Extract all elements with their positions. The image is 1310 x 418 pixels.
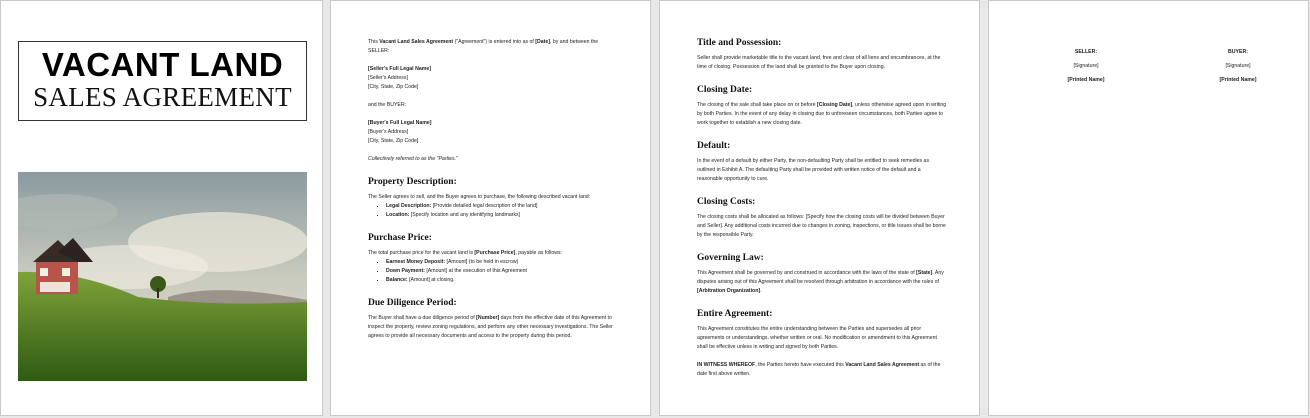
- seller-label: SELLER:: [1074, 49, 1098, 55]
- text-run: [City, State, Zip Code]: [368, 84, 419, 90]
- paragraph: [368, 249, 618, 258]
- text-run: This: [368, 39, 380, 45]
- paragraph: [697, 157, 947, 184]
- buyer-signature-block: [1178, 45, 1298, 87]
- page-cover: [0, 0, 323, 416]
- paragraph: [697, 269, 947, 296]
- cover-subtitle: SALES AGREEMENT: [33, 82, 292, 112]
- text-run: The total purchase price for the vacant land is: [368, 250, 475, 256]
- paragraph: [697, 54, 947, 72]
- page-3: [659, 0, 980, 416]
- text-run: Down Payment:: [386, 268, 425, 274]
- text-run: [Specify location and any identifying landmarks]: [409, 212, 521, 218]
- text-run: [Seller's Address]: [368, 75, 408, 81]
- text-run: [Number]: [476, 315, 500, 321]
- text-run: days from the effective date of this Agreement to inspect the property, review zoning regulations, and perform any other necessary investigations. The Seller agrees to provide all necessary documents and access to the property during this period.: [368, 315, 613, 339]
- text-run: . Any disputes arising out of this Agreement shall be resolved through arbitration in accordance with the rules of: [697, 270, 944, 285]
- text-run: [Amount] (to be held in escrow): [445, 259, 519, 265]
- text-run: The Buyer shall have a due diligence period of: [368, 315, 477, 321]
- seller-signature-block: [1026, 45, 1146, 87]
- section-heading: Entire Agreement:: [697, 309, 773, 319]
- text-run: .: [760, 288, 762, 294]
- paragraph: [368, 137, 618, 146]
- paragraph: [697, 325, 947, 352]
- text-run: Location:: [386, 212, 410, 218]
- paragraph: [368, 65, 618, 74]
- paragraph: [368, 155, 618, 164]
- text-run: Seller shall provide marketable title to the vacant land, free and clear of all liens and encumbrances, at the time of closing. Possession of the land shall be granted to the Buyer upon closing.: [697, 55, 941, 70]
- cover-title: VACANT LAND: [41, 46, 284, 83]
- page-2-content: [368, 38, 618, 350]
- list-item: [386, 258, 618, 267]
- text-run: The closing costs shall be allocated as follows: [Specify how the closing costs will be divided between Buyer and Seller]. Any additional costs incurred due to changes in zoning, inspections, or title issues shall be borne by the responsible Party.: [697, 214, 946, 238]
- list-item: [386, 211, 618, 220]
- text-run: , payable as follows:: [515, 250, 563, 256]
- section-heading: Purchase Price:: [368, 233, 432, 243]
- text-run: , by and between the SELLER:: [368, 39, 599, 54]
- buyer-printed-name: [Printed Name]: [1219, 77, 1257, 83]
- text-run: [Buyer's Address]: [368, 129, 409, 135]
- section-heading: Closing Date:: [697, 85, 753, 95]
- paragraph: [368, 38, 618, 56]
- text-run: [Date]: [535, 39, 550, 45]
- text-run: Collectively referred to as the "Parties.": [368, 156, 458, 162]
- text-run: [Amount] at closing.: [407, 277, 455, 283]
- text-run: [Closing Date]: [816, 102, 853, 108]
- text-run: [State]: [916, 270, 933, 276]
- paragraph: [368, 119, 618, 128]
- text-run: [Seller's Full Legal Name]: [368, 66, 431, 72]
- text-run: [Arbitration Organization]: [697, 288, 761, 294]
- text-run: , the Parties hereto have executed this: [755, 362, 846, 368]
- text-run: as of the date first above written.: [697, 362, 941, 377]
- section-heading: Default:: [697, 141, 731, 151]
- paragraph: [697, 213, 947, 240]
- text-run: [Purchase Price]: [474, 250, 516, 256]
- seller-signature: [Signature]: [1073, 63, 1099, 69]
- bullet-list: [368, 258, 618, 285]
- buyer-label: BUYER:: [1228, 49, 1248, 55]
- text-run: In the event of a default by either Party, the non-defaulting Party shall be entitled to seek remedies as outlined in Exhibit A. The defaulting Party shall be provided with written notice of the default and a reasonable opportunity to cure.: [697, 158, 930, 182]
- text-run: The closing of the sale shall take place on or before: [697, 102, 817, 108]
- text-run: Vacant Land Sales Agreement: [379, 39, 454, 45]
- list-item: [386, 267, 618, 276]
- cover-title-box: [18, 41, 307, 121]
- list-item: [386, 276, 618, 285]
- text-run: Balance:: [386, 277, 408, 283]
- text-run: Earnest Money Deposit:: [386, 259, 446, 265]
- text-run: [Provide detailed legal description of the land]: [431, 203, 538, 209]
- section-heading: Property Description:: [368, 177, 457, 187]
- text-run: This Agreement constitutes the entire understanding between the Parties and supersedes all prior agreements or understandings, whether written or oral. No modification or amendment to this Agreement shall be effective unless in writing and signed by both Parties.: [697, 326, 937, 350]
- paragraph: [697, 361, 947, 379]
- paragraph: [368, 314, 618, 341]
- text-run: and the BUYER:: [368, 102, 407, 108]
- text-run: , unless otherwise agreed upon in writing by both Parties. In the event of any delay in closing due to unforeseen circumstances, both Parties agree to work together to establish a new closing date.: [697, 102, 947, 126]
- text-run: This Agreement shall be governed by and construed in accordance with the laws of the state of: [697, 270, 917, 276]
- paragraph: [368, 128, 618, 137]
- text-run: [City, State, Zip Code]: [368, 138, 419, 144]
- bullet-list: [368, 202, 618, 220]
- paragraph: [368, 74, 618, 83]
- text-run: [Buyer's Full Legal Name]: [368, 120, 432, 126]
- paragraph: [368, 193, 618, 202]
- page-2: [330, 0, 651, 416]
- section-heading: Due Diligence Period:: [368, 298, 457, 308]
- paragraph: [697, 101, 947, 128]
- cover-image: [18, 172, 307, 381]
- paragraph: [368, 83, 618, 92]
- list-item: [386, 202, 618, 211]
- paragraph: [368, 101, 618, 110]
- buyer-signature: [Signature]: [1225, 63, 1251, 69]
- text-run: ("Agreement") is entered into as of: [453, 39, 536, 45]
- text-run: [Amount] at the execution of this Agreement: [424, 268, 528, 274]
- section-heading: Governing Law:: [697, 253, 764, 263]
- text-run: The Seller agrees to sell, and the Buyer agrees to purchase, the following described vacant land:: [368, 194, 591, 200]
- text-run: Legal Description:: [386, 203, 432, 209]
- text-run: Vacant Land Sales Agreement: [845, 362, 920, 368]
- seller-printed-name: [Printed Name]: [1067, 77, 1105, 83]
- page-3-content: [697, 38, 947, 388]
- section-heading: Title and Possession:: [697, 38, 782, 48]
- page-4: [988, 0, 1309, 416]
- section-heading: Closing Costs:: [697, 197, 756, 207]
- text-run: IN WITNESS WHEREOF: [697, 362, 756, 368]
